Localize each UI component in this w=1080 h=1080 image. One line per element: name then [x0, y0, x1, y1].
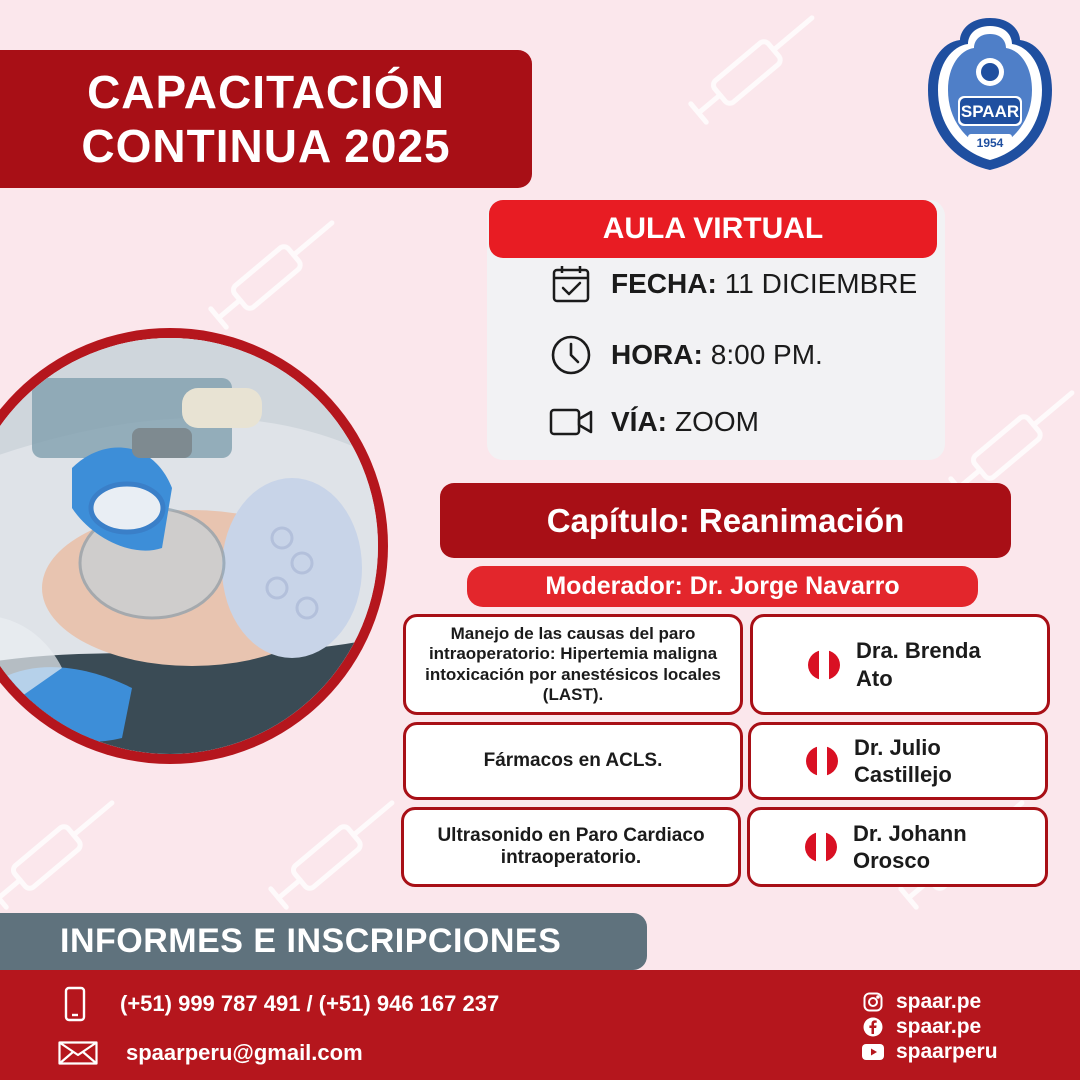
instagram-handle: spaar.pe — [896, 990, 982, 1013]
topic-box — [403, 722, 743, 800]
platform-value: ZOOM — [675, 406, 759, 437]
calendar-icon — [549, 262, 593, 306]
peru-flag-icon — [805, 832, 837, 862]
time-label: HORA: — [611, 339, 703, 370]
date-label: FECHA: — [611, 268, 717, 299]
topic-box — [403, 614, 743, 715]
youtube-icon — [862, 1041, 884, 1063]
speaker-name-line1: Dra. Brenda — [856, 638, 981, 663]
photo-frame — [0, 328, 388, 764]
email-row — [58, 1040, 363, 1066]
speaker-name-line2: Ato — [856, 665, 893, 691]
date-row — [549, 262, 917, 306]
facebook-icon — [862, 1016, 884, 1038]
peru-flag-icon — [806, 746, 838, 776]
instagram-icon — [862, 991, 884, 1013]
time-value: 8:00 PM. — [710, 339, 823, 370]
chapter-title: Capítulo: Reanimación — [440, 483, 1011, 558]
speaker-name-line2: Castillejo — [854, 762, 952, 787]
topic-text: Ultrasonido en Paro Cardiaco intraoperatorio. — [437, 824, 705, 868]
contact-footer — [0, 970, 1080, 1080]
topic-box — [401, 807, 741, 887]
topic-text: Fármacos en ACLS. — [483, 749, 663, 771]
title-line-2: CONTINUA 2025 — [81, 120, 451, 172]
youtube-handle: spaarperu — [896, 1040, 998, 1063]
speaker-name-line1: Dr. Johann — [853, 820, 967, 846]
date-value: 11 DICIEMBRE — [724, 268, 918, 299]
logo-name: SPAAR — [960, 102, 1020, 121]
speaker-box — [748, 722, 1048, 800]
video-camera-icon — [549, 400, 593, 444]
moderator-label: Moderador: Dr. Jorge Navarro — [467, 566, 978, 607]
speaker-name — [856, 637, 1006, 692]
mail-icon — [58, 1041, 98, 1065]
platform-row — [549, 400, 759, 444]
peru-flag-icon — [808, 650, 840, 680]
instagram-row[interactable] — [862, 990, 981, 1014]
phone-numbers[interactable]: (+51) 999 787 491 / (+51) 946 167 237 — [120, 991, 500, 1016]
spaar-logo — [918, 12, 1062, 176]
speaker-name-line2: Orosco — [853, 848, 931, 873]
speaker-name — [854, 734, 1004, 789]
speaker-name-line1: Dr. Julio — [854, 734, 941, 760]
youtube-row[interactable] — [862, 1040, 998, 1064]
speaker-box — [747, 807, 1048, 887]
title-line-1: CAPACITACIÓN — [87, 65, 445, 118]
facebook-row[interactable] — [862, 1015, 981, 1039]
topic-text: Manejo de las causas del paro intraoperatorio: Hipertemia maligna intoxicación por anestésicos locales (LAST). — [425, 624, 721, 704]
logo-year: 1954 — [976, 136, 1004, 150]
clock-icon — [549, 333, 593, 377]
event-info-card — [487, 200, 945, 460]
time-row — [549, 333, 823, 377]
speaker-box — [750, 614, 1050, 715]
platform-label: VÍA: — [611, 406, 667, 437]
email-address[interactable]: spaarperu@gmail.com — [126, 1040, 363, 1065]
aula-virtual-header: AULA VIRTUAL — [489, 200, 937, 258]
phone-row — [64, 986, 499, 1022]
informes-heading: INFORMES E INSCRIPCIONES — [0, 913, 647, 970]
facebook-handle: spaar.pe — [896, 1015, 982, 1038]
title-banner — [0, 50, 532, 188]
speaker-name — [853, 820, 1003, 875]
anesthesia-photo — [0, 338, 378, 754]
phone-icon — [64, 986, 86, 1022]
